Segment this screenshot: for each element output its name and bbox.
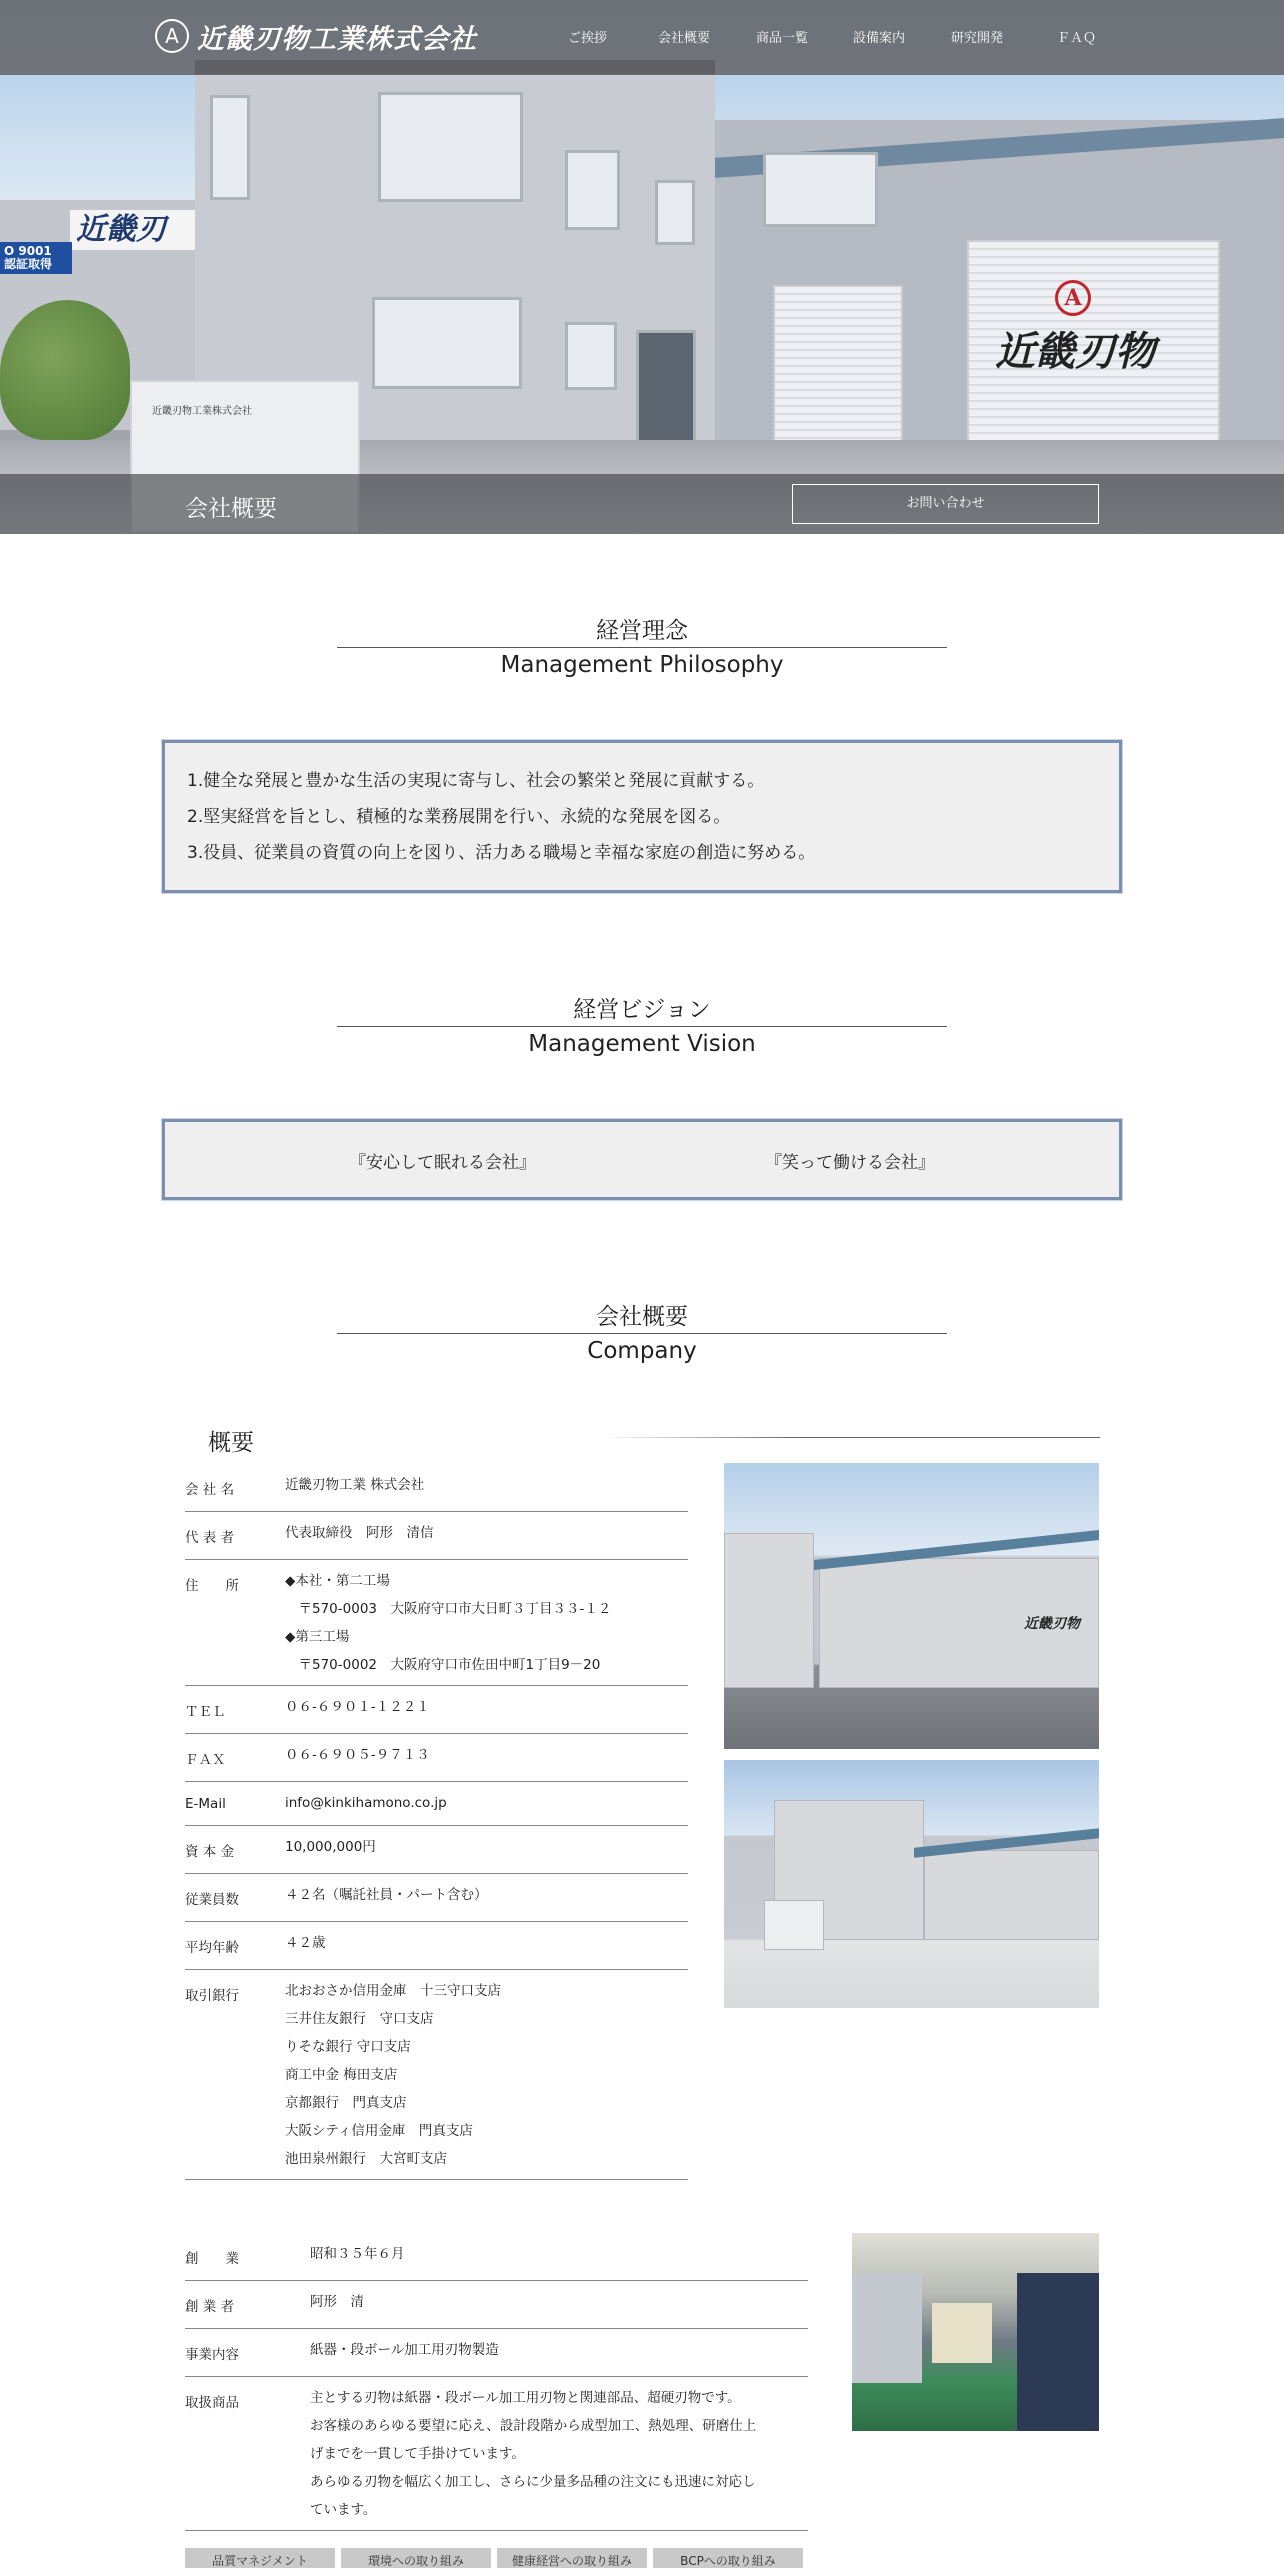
- hero-window: [378, 92, 523, 202]
- row-value: 近畿刃物工業 株式会社: [285, 1477, 425, 1493]
- philosophy-title-en: Management Philosophy: [500, 652, 784, 678]
- hero-shutter-logo-text: 近畿刃物: [995, 328, 1155, 375]
- row-label: 住 所: [185, 1578, 239, 1594]
- table-row: [185, 1686, 688, 1734]
- nav-faq[interactable]: ＦＡＱ: [1057, 31, 1097, 46]
- company-heading: [337, 1302, 947, 1366]
- factory-interior-photo: [852, 2233, 1099, 2431]
- hero-tree: [0, 300, 130, 440]
- hero-window: [763, 152, 878, 227]
- row-label: 資 本 金: [185, 1844, 235, 1860]
- hero-window: [210, 95, 250, 200]
- nav-products[interactable]: 商品一覧: [756, 31, 809, 46]
- table-row: [185, 1464, 688, 1512]
- policy-tabs: [185, 2548, 809, 2568]
- nav-company[interactable]: 会社概要: [658, 31, 711, 46]
- vision-item: 『安心して眠れる会社』: [349, 1153, 536, 1173]
- heading-divider: [337, 647, 947, 648]
- table-row: [185, 1560, 688, 1686]
- row-label: 従業員数: [185, 1892, 239, 1908]
- table-row: [185, 1782, 688, 1826]
- contact-button[interactable]: お問い合わせ: [792, 484, 1099, 524]
- row-label: 取扱商品: [185, 2395, 239, 2411]
- row-label: 取引銀行: [185, 1988, 239, 2004]
- table-row: [185, 1512, 688, 1560]
- row-label: 創 業: [185, 2251, 239, 2267]
- hero-building-sign: 近畿刃: [70, 210, 200, 250]
- hero-shutter-logo: [995, 280, 1195, 377]
- row-value: ０６-６９０５-９７１３: [285, 1747, 430, 1763]
- photo-building-logo: 近畿刃物: [1024, 1616, 1080, 1632]
- row-value: 阿形 清: [310, 2294, 364, 2310]
- row-value: 10,000,000円: [285, 1839, 376, 1855]
- hero-window: [565, 150, 620, 230]
- company-title-en: Company: [587, 1338, 697, 1364]
- table-row: [185, 1826, 688, 1874]
- factory-photo-2: [724, 1760, 1099, 2008]
- vision-title-en: Management Vision: [528, 1031, 756, 1057]
- row-value: 代表取締役 阿形 清信: [285, 1525, 434, 1541]
- vision-heading: [337, 995, 947, 1059]
- table-row: [185, 2233, 808, 2281]
- table-row: [185, 1970, 688, 2180]
- table-row: [185, 1734, 688, 1782]
- philosophy-box: [162, 740, 1122, 893]
- heading-divider: [337, 1333, 947, 1334]
- row-label: 事業内容: [185, 2347, 239, 2363]
- company-info-table-2: [185, 2233, 808, 2531]
- hero-banner: [0, 0, 1284, 534]
- row-value: 昭和３５年６月: [310, 2246, 405, 2262]
- table-row: [185, 2281, 808, 2329]
- row-value: ◆本社・第二工場 〒570-0003 大阪府守口市大日町３丁目３３-１２ ◆第三工場 〒570-0002 大阪府守口市佐田中町1丁目9－20: [285, 1573, 612, 1673]
- nav-greeting[interactable]: ご挨拶: [568, 31, 608, 46]
- row-label: ＴＥＬ: [185, 1704, 226, 1720]
- row-value: 紙器・段ボール加工用刃物製造: [310, 2342, 499, 2358]
- table-row: [185, 2377, 808, 2531]
- philosophy-heading: [337, 616, 947, 680]
- hero-iso-sign: O 9001 認証取得: [0, 242, 72, 274]
- table-row: [185, 1922, 688, 1970]
- hero-window: [565, 322, 617, 390]
- tab-environment[interactable]: 環境への取り組み: [341, 2548, 491, 2568]
- tab-quality-management[interactable]: 品質マネジメント: [185, 2548, 335, 2568]
- row-value: 主とする刃物は紙器・段ボール加工用刃物と関連部品、超硬刃物です。 お客様のあらゆる要望に応え、設計段階から成型加工、熱処理、研磨仕上 げまでを一貫して手掛けています。 あらゆる刃物を幅広く加工し、さらに少量多品種の注文にも迅速に対応し ています。: [310, 2390, 757, 2518]
- site-logo[interactable]: [155, 16, 477, 56]
- tab-bcp[interactable]: BCPへの取り組み: [653, 2548, 803, 2568]
- nav-equipment[interactable]: 設備案内: [853, 31, 906, 46]
- row-label: 代 表 者: [185, 1530, 235, 1546]
- row-label: 創 業 者: [185, 2299, 235, 2315]
- heading-divider: [337, 1026, 947, 1027]
- vision-item: 『笑って働ける会社』: [765, 1153, 935, 1173]
- table-row: [185, 2329, 808, 2377]
- row-value: ４２名（嘱託社員・パート含む）: [285, 1887, 488, 1903]
- row-value: 北おおさか信用金庫 十三守口支店 三井住友銀行 守口支店 りそな銀行 守口支店 商工中金 梅田支店 京都銀行 門真支店 大阪シティ信用金庫 門真支店 池田泉州銀行 大宮町支店: [285, 1983, 501, 2167]
- row-label: 会 社 名: [185, 1482, 235, 1498]
- overview-divider: [600, 1437, 1100, 1438]
- philosophy-item: 3.役員、従業員の資質の向上を図り、活力ある職場と幸福な家庭の創造に努める。: [187, 843, 816, 863]
- vision-title-jp: 経営ビジョン: [573, 997, 711, 1023]
- hero-gate-plate: 近畿刃物工業株式会社: [152, 406, 252, 417]
- philosophy-title-jp: 経営理念: [596, 618, 688, 644]
- tab-health-management[interactable]: 健康経営への取り組み: [497, 2548, 647, 2568]
- logo-text: 近畿刃物工業株式会社: [197, 23, 477, 55]
- factory-photo-1: [724, 1463, 1099, 1749]
- row-value: ４２歳: [285, 1935, 326, 1951]
- hero-shutter-left: [773, 285, 903, 457]
- page-title: 会社概要: [185, 496, 277, 522]
- hero-window: [655, 180, 695, 245]
- table-row: [185, 1874, 688, 1922]
- philosophy-item: 1.健全な発展と豊かな生活の実現に寄与し、社会の繁栄と発展に貢献する。: [187, 771, 765, 791]
- hero-shutter-logo-mark: A: [1055, 280, 1091, 316]
- company-info-table: [185, 1464, 688, 2180]
- row-value: ０６-６９０１-１２２１: [285, 1699, 430, 1715]
- hero-window: [372, 297, 522, 389]
- row-value: [285, 1789, 688, 1819]
- vision-box: [162, 1119, 1122, 1200]
- company-title-jp: 会社概要: [596, 1304, 688, 1330]
- philosophy-item: 2.堅実経営を旨とし、積極的な業務展開を行い、永続的な発展を図る。: [187, 807, 731, 827]
- row-label: 平均年齢: [185, 1940, 239, 1956]
- row-label: E-Mail: [185, 1796, 226, 1812]
- nav-research[interactable]: 研究開発: [951, 31, 1004, 46]
- row-label: ＦＡＸ: [185, 1752, 226, 1768]
- email-link[interactable]: info@kinkihamono.co.jp: [285, 1795, 447, 1811]
- logo-mark-icon: A: [155, 19, 189, 53]
- overview-title: 概要: [208, 1430, 254, 1456]
